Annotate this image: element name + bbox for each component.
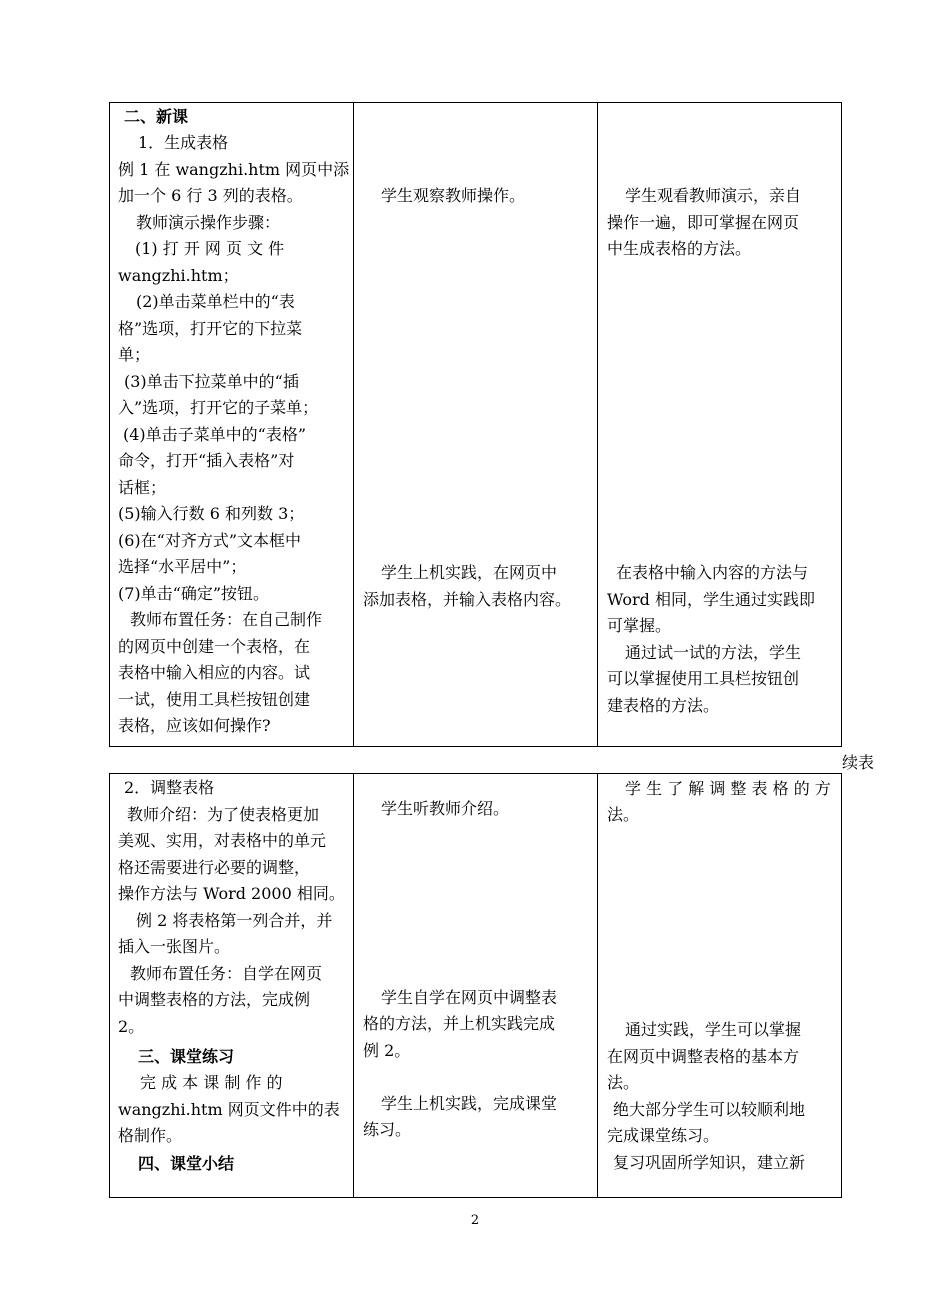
text-line: 可掌握。 (607, 616, 672, 635)
text-line: wangzhi.htm； (118, 266, 239, 285)
teaching-content-cell (110, 103, 353, 746)
lesson-table-1 (109, 102, 842, 747)
text-line: 操作方法与 Word 2000 相同。 (118, 884, 345, 903)
text-line: 法。 (607, 1073, 640, 1092)
text-line: 加一个 6 行 3 列的表格。 (118, 186, 303, 205)
text-line: 复习巩固所学知识，建立新 (613, 1153, 806, 1172)
text-line: 格制作。 (118, 1126, 183, 1145)
student-activity-cell (354, 774, 597, 1197)
text-line: 的网页中创建一个表格，在 (118, 637, 311, 656)
text-line: (3)单击下拉菜单中的“插 (124, 372, 299, 391)
text-line: (1) 打 开 网 页 文 件 (135, 239, 285, 258)
text-line: (2)单击菜单栏中的“表 (136, 292, 295, 311)
text-line: 命令，打开“插入表格”对 (118, 451, 295, 470)
text-line: 通过实践，学生可以掌握 (625, 1020, 802, 1039)
lesson-table-2 (109, 773, 842, 1198)
text-line: 学生观看教师演示，亲自 (625, 186, 802, 205)
text-line: 格还需要进行必要的调整， (118, 858, 311, 877)
text-line: 表格，应该如何操作? (118, 716, 271, 735)
text-line: (7)单击“确定”按钮。 (118, 584, 270, 603)
text-line: 2。 (118, 1017, 145, 1036)
text-line: wangzhi.htm 网页文件中的表 (118, 1100, 340, 1119)
text-line: 学生听教师介绍。 (381, 799, 510, 818)
design-intent-cell (598, 774, 842, 1197)
page-number: 2 (470, 1213, 480, 1228)
continued-label: 续表 (842, 753, 875, 772)
section-heading: 二、新课 (124, 107, 189, 126)
text-line: 操作一遍，即可掌握在网页 (607, 213, 800, 232)
section-heading: 三、课堂练习 (138, 1047, 235, 1066)
text-line: (4)单击子菜单中的“表格” (123, 425, 307, 444)
text-line: 教师介绍：为了使表格更加 (127, 805, 320, 824)
text-line: 绝大部分学生可以较顺利地 (613, 1100, 806, 1119)
text-line: 建表格的方法。 (607, 696, 720, 715)
teaching-content-cell (110, 774, 353, 1197)
text-line: 例 2。 (363, 1041, 411, 1060)
subsection-heading: 1．生成表格 (138, 133, 229, 152)
section-heading: 四、课堂小结 (138, 1154, 235, 1173)
text-line: 学生观察教师操作。 (381, 186, 526, 205)
student-activity-cell (354, 103, 597, 746)
text-line: 教师演示操作步骤： (136, 213, 281, 232)
text-line: Word 相同，学生通过实践即 (607, 590, 815, 609)
text-line: 美观、实用，对表格中的单元 (118, 831, 327, 850)
text-line: 例 1 在 wangzhi.htm 网页中添 (118, 160, 350, 179)
text-line: 学生上机实践，完成课堂 (381, 1094, 558, 1113)
text-line: 中调整表格的方法，完成例 (118, 990, 311, 1009)
text-line: 话框； (118, 478, 167, 497)
text-line: (6)在“对齐方式”文本框中 (118, 531, 302, 550)
text-line: 教师布置任务：自学在网页 (130, 964, 323, 983)
text-line: 在表格中输入内容的方法与 (616, 563, 809, 582)
design-intent-cell (598, 103, 842, 746)
text-line: 通过试一试的方法，学生 (625, 643, 802, 662)
text-line: 一试，使用工具栏按钮创建 (118, 690, 311, 709)
text-line: 学 生 了 解 调 整 表 格 的 方 (625, 779, 831, 798)
text-line: 例 2 将表格第一列合并，并 (136, 911, 333, 930)
subsection-heading: 2．调整表格 (124, 778, 215, 797)
text-line: 格的方法，并上机实践完成 (363, 1014, 556, 1033)
text-line: 中生成表格的方法。 (607, 239, 752, 258)
text-line: 教师布置任务：在自己制作 (130, 610, 323, 629)
text-line: 可以掌握使用工具栏按钮创 (607, 669, 800, 688)
text-line: 完成课堂练习。 (607, 1126, 720, 1145)
text-line: 选择“水平居中”； (118, 557, 247, 576)
text-line: 法。 (607, 805, 640, 824)
text-line: 表格中输入相应的内容。试 (118, 663, 311, 682)
text-line: 单； (118, 345, 151, 364)
text-line: 完 成 本 课 制 作 的 (140, 1073, 283, 1092)
text-line: 添加表格，并输入表格内容。 (363, 590, 572, 609)
text-line: 入”选项，打开它的子菜单； (118, 398, 319, 417)
text-line: 插入一张图片。 (118, 937, 231, 956)
text-line: 练习。 (363, 1120, 412, 1139)
text-line: 在网页中调整表格的基本方 (607, 1047, 800, 1066)
text-line: 学生上机实践，在网页中 (381, 563, 558, 582)
text-line: 格”选项，打开它的下拉菜 (118, 319, 303, 338)
text-line: (5)输入行数 6 和列数 3； (118, 504, 305, 523)
text-line: 学生自学在网页中调整表 (381, 988, 558, 1007)
